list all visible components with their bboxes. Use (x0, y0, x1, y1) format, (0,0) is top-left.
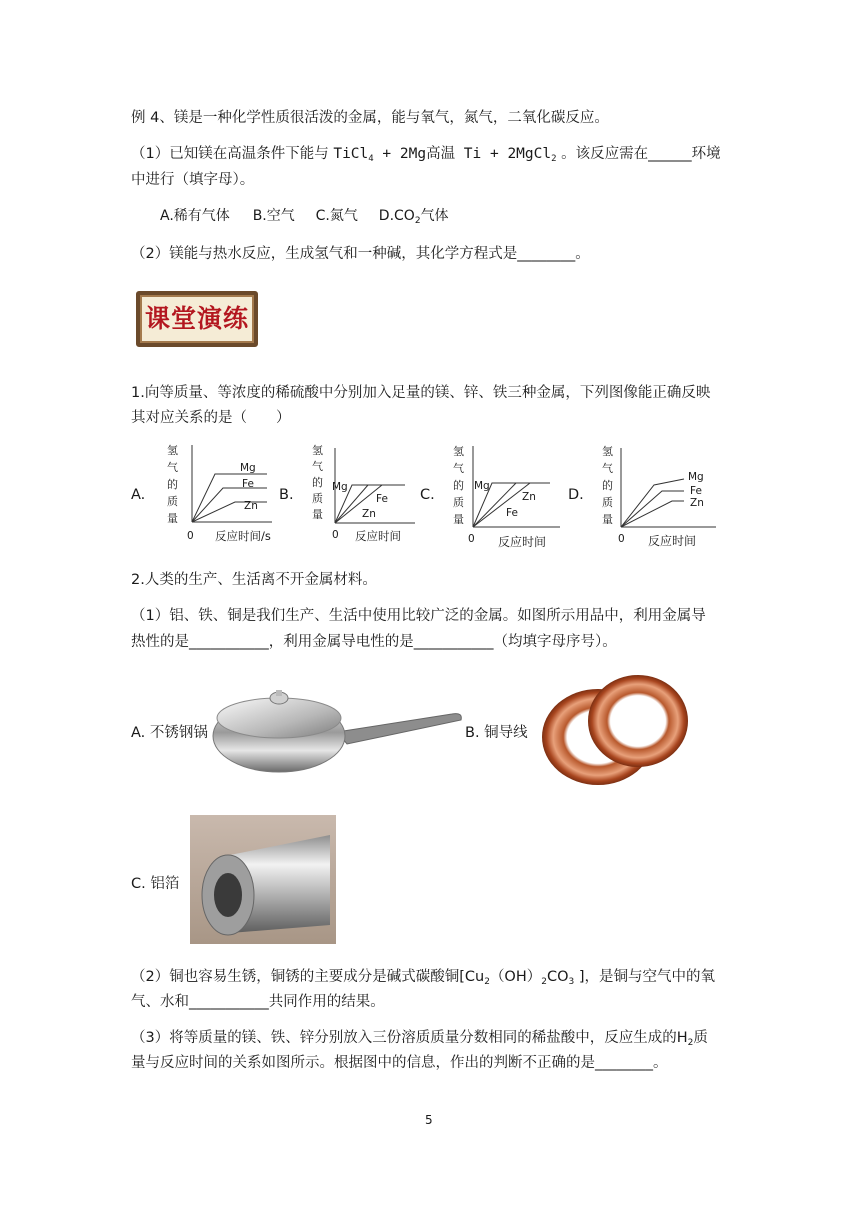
item-c-label: C. 铝箔 (131, 876, 180, 892)
example4-title: 例 4、镁是一种化学性质很活泼的金属，能与氧气，氮气，二氧化碳反应。 (131, 110, 609, 126)
option-c: C.氮气 (315, 208, 358, 224)
example4-options (160, 205, 449, 226)
q3-text: 质 (693, 1030, 708, 1046)
graph-a-y-label (167, 442, 179, 527)
y-char: 质 (453, 496, 464, 509)
y-char: 气 (167, 461, 178, 474)
aluminum-foil-image (190, 815, 336, 944)
section-banner (130, 285, 264, 353)
graph-c-y-label (453, 443, 465, 528)
x-axis-label: 反应时间/s (215, 529, 271, 543)
q1-prefix: （1）已知镁在高温条件下能与 (131, 146, 334, 162)
q3-text: （3）将等质量的镁、铁、锌分别放入三份溶质质量分数相同的稀盐酸中，反应生成的H (131, 1030, 688, 1046)
y-char: 气 (602, 462, 613, 475)
series-mg-line (192, 474, 267, 522)
formula-ticl4 (333, 146, 426, 162)
formula-part: TiCl (333, 146, 369, 162)
option-d-text: D.CO (378, 208, 415, 224)
graph-a-label: A. (131, 487, 146, 503)
q1-post2: 环境 (691, 146, 721, 162)
series-label-mg: Mg (332, 481, 348, 493)
banner-title: 课堂演练 (144, 304, 249, 333)
y-char: 质 (312, 492, 323, 505)
exercise2-title: 2.人类的生产、生活离不开金属材料。 (131, 572, 377, 588)
example4-q2: （2）镁能与热水反应，生成氢气和一种碱，其化学方程式是________。 (131, 246, 590, 262)
y-char: 的 (167, 478, 178, 491)
x-axis-label: 反应时间 (498, 535, 547, 549)
q2-subscript: 3 (568, 977, 575, 987)
q2-text: CO (547, 969, 569, 985)
item-a-label: A. 不锈钢锅 (131, 725, 208, 741)
example4-q1-line1 (131, 142, 721, 164)
graph-c-label: C. (420, 487, 435, 503)
series-label-zn: Zn (362, 508, 376, 520)
y-char: 量 (602, 513, 613, 526)
exercise1-line2: 其对应关系的是（ ） (131, 410, 291, 426)
y-char: 的 (453, 479, 464, 492)
option-d-subscript: 2 (414, 216, 421, 226)
series-label-fe: Fe (376, 493, 388, 505)
q1-post: 。该反应需在 (556, 146, 649, 162)
origin-label: 0 (187, 530, 194, 542)
series-label-zn: Zn (690, 497, 704, 509)
copper-wire-image (540, 671, 690, 787)
series-label-mg: Mg (240, 462, 256, 474)
q3-subscript: 2 (687, 1038, 694, 1048)
exercise2-q1-line2: 热性的是___________，利用金属导电性的是___________（均填字母序号）。 (131, 634, 617, 650)
item-b-label: B. 铜导线 (465, 725, 528, 741)
graph-a-plot (187, 440, 277, 530)
option-a: A.稀有气体 (160, 208, 230, 224)
y-char: 质 (602, 496, 613, 509)
example4-q1-line2: 中进行（填字母）。 (131, 172, 255, 188)
option-b: B.空气 (252, 208, 295, 224)
origin-label: 0 (332, 529, 339, 541)
exercise2-q1-line1: （1）铝、铁、铜是我们生产、生活中使用比较广泛的金属。如图所示用品中，利用金属导 (131, 608, 706, 624)
graph-d-plot (616, 443, 726, 533)
option-d-text: 气体 (420, 208, 449, 224)
formula-part: Ti + 2MgCl (455, 146, 552, 162)
formula-subscript: 2 (551, 154, 557, 164)
exercise2-q3-line2: 量与反应时间的关系如图所示。根据图中的信息，作出的判断不正确的是________。 (131, 1055, 668, 1071)
exercise2-q2-line1 (131, 965, 715, 987)
y-char: 量 (453, 513, 464, 526)
y-char: 量 (312, 508, 323, 521)
origin-label: 0 (468, 533, 475, 545)
q2-text: ]，是铜与空气中的氧 (574, 969, 716, 985)
graph-d-label: D. (568, 487, 584, 503)
y-char: 氢 (312, 444, 323, 457)
y-char: 量 (167, 512, 178, 525)
series-label-zn: Zn (244, 500, 258, 512)
formula-subscript: 4 (368, 154, 374, 164)
q2-text: （2）铜也容易生锈，铜锈的主要成分是碱式碳酸铜[Cu (131, 969, 485, 985)
exercise1-line1: 1.向等质量、等浓度的稀硫酸中分别加入足量的镁、锌、铁三种金属，下列图像能正确反映 (131, 385, 711, 401)
series-label-fe: Fe (242, 478, 254, 490)
graph-b-label: B. (279, 487, 294, 503)
graph-d-y-label (602, 443, 614, 528)
series-zn-line (621, 501, 684, 527)
y-char: 的 (602, 479, 613, 492)
stainless-pan-image (207, 682, 467, 782)
y-char: 氢 (602, 445, 613, 458)
y-char: 氢 (167, 444, 178, 457)
origin-label: 0 (618, 533, 625, 545)
y-char: 气 (453, 462, 464, 475)
series-mg-line (621, 479, 684, 527)
formula-part: + 2Mg (373, 146, 427, 162)
series-label-mg: Mg (474, 480, 490, 492)
series-fe-line (621, 491, 684, 527)
x-axis-label: 反应时间 (355, 529, 401, 543)
page-number: 5 (425, 1113, 433, 1127)
series-label-zn: Zn (522, 491, 536, 503)
answer-blank: ______ (648, 146, 692, 162)
y-char: 氢 (453, 445, 464, 458)
q2-text: （OH） (489, 969, 542, 985)
x-axis-label: 反应时间 (648, 534, 697, 548)
series-label-mg: Mg (688, 471, 704, 483)
graph-b-y-label (312, 443, 324, 523)
q2-subscript: 2 (484, 977, 490, 987)
reaction-condition: 高温 (426, 146, 456, 162)
exercise2-q3-line1 (131, 1026, 708, 1048)
series-label-fe: Fe (506, 507, 518, 519)
y-char: 的 (312, 476, 323, 489)
series-label-fe: Fe (690, 485, 702, 497)
formula-products (455, 146, 556, 162)
y-char: 气 (312, 460, 323, 473)
exercise2-q2-line2: 气、水和___________共同作用的结果。 (131, 994, 385, 1010)
y-char: 质 (167, 495, 178, 508)
q2-subscript: 2 (541, 977, 547, 987)
option-d (379, 208, 449, 224)
